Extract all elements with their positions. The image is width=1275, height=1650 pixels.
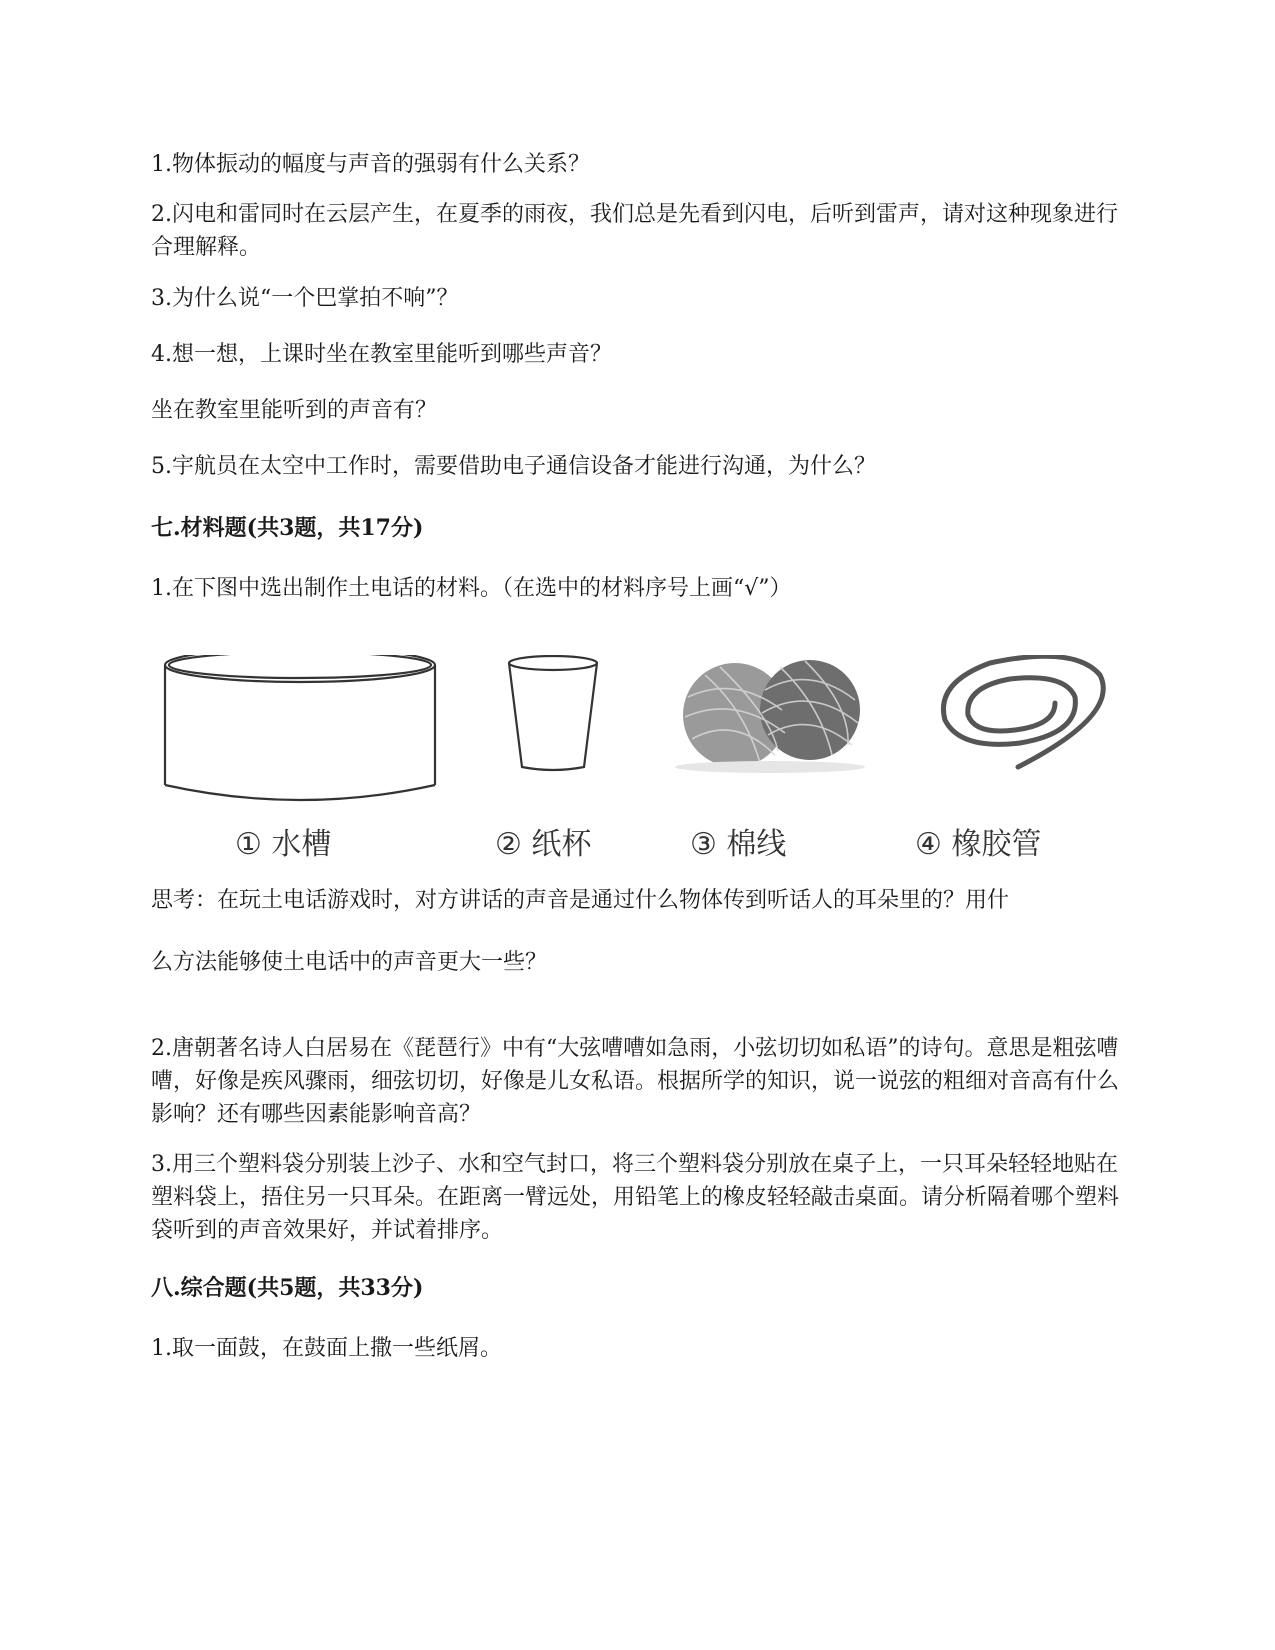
caption-cotton-thread: ③ 棉线 bbox=[690, 827, 787, 862]
cotton-thread-icon bbox=[675, 660, 865, 773]
question-7-2: 2.唐朝著名诗人白居易在《琵琶行》中有“大弦嘈嘈如急雨，小弦切切如私语”的诗句。意思是粗弦嘈嘈，好像是疾风骤雨，细弦切切，好像是儿女私语。根据所学的知识，说一说弦的粗细对音高有什么影响？还有哪些因素能影响音高？ bbox=[151, 1036, 1120, 1127]
question-7-1: 1.在下图中选出制作土电话的材料。（在选中的材料序号上画“√”） bbox=[151, 576, 792, 601]
water-tank-icon bbox=[165, 655, 435, 800]
question-6-4: 4.想一想，上课时坐在教室里能听到哪些声音？ bbox=[151, 342, 612, 367]
section-heading-7: 七.材料题(共3题，共17分) bbox=[151, 515, 424, 541]
question-6-5: 5.宇航员在太空中工作时，需要借助电子通信设备才能进行沟通，为什么？ bbox=[151, 454, 876, 479]
think-line-1: 思考：在玩土电话游戏时，对方讲话的声音是通过什么物体传到听话人的耳朵里的？用什 bbox=[151, 888, 1010, 913]
materials-figure bbox=[160, 655, 1130, 885]
question-7-3: 3.用三个塑料袋分别装上沙子、水和空气封口，将三个塑料袋分别放在桌子上，一只耳朵轻轻地贴在塑料袋上，捂住另一只耳朵。在距离一臂远处，用铅笔上的橡皮轻轻敲击桌面。请分析隔着哪个塑料袋听到的声音效果好，并试着排序。 bbox=[151, 1152, 1120, 1243]
section-heading-8: 八.综合题(共5题，共33分) bbox=[151, 1275, 424, 1301]
question-6-2: 2.闪电和雷同时在云层产生，在夏季的雨夜，我们总是先看到闪电，后听到雷声，请对这种现象进行合理解释。 bbox=[151, 202, 1118, 260]
rubber-tube-icon bbox=[943, 656, 1103, 767]
question-8-1: 1.取一面鼓，在鼓面上撒一些纸屑。 bbox=[151, 1336, 502, 1361]
question-6-1: 1.物体振动的幅度与声音的强弱有什么关系？ bbox=[151, 152, 590, 177]
caption-water-tank: ① 水槽 bbox=[235, 827, 332, 862]
question-6-3: 3.为什么说“一个巴掌拍不响”？ bbox=[151, 286, 459, 311]
think-line-2: 么方法能够使土电话中的声音更大一些？ bbox=[151, 950, 548, 975]
paper-cup-icon bbox=[509, 656, 597, 770]
question-6-4-sub: 坐在教室里能听到的声音有？ bbox=[151, 398, 438, 423]
caption-rubber-tube: ④ 橡胶管 bbox=[915, 827, 1042, 862]
caption-paper-cup: ② 纸杯 bbox=[495, 827, 592, 862]
